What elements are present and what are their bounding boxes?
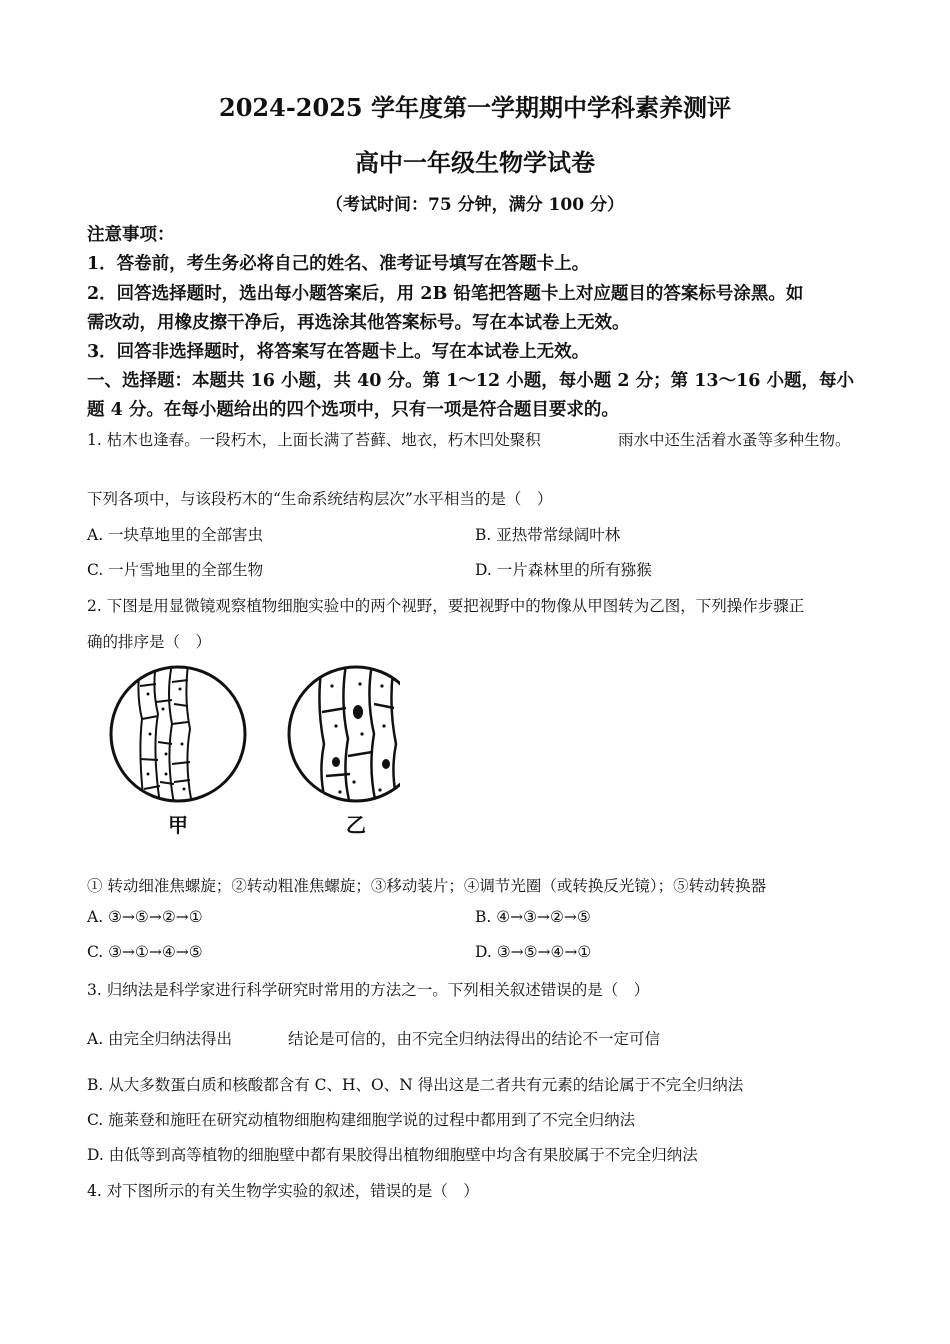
q1-stem-part-c: 下列各项中，与该段朽木的“生命系统结构层次”水平相当的是（ ） — [87, 490, 553, 508]
q2-option-c: C. ③→①→④→⑤ — [87, 943, 203, 961]
q1-option-a: A. 一块草地里的全部害虫 — [87, 526, 264, 544]
q1-option-b: B. 亚热带常绿阔叶林 — [475, 526, 621, 544]
q2-option-a: A. ③→⑤→②→① — [87, 908, 203, 926]
q3-option-a-part-2: 结论是可信的，由不完全归纳法得出的结论不一定可信 — [288, 1030, 661, 1048]
q1-stem-part-b: 雨水中还生活着水蚤等多种生物。 — [618, 431, 851, 449]
q3-option-a-part-1: A. 由完全归纳法得出 — [87, 1030, 233, 1048]
exam-subtitle: 高中一年级生物学试卷 — [355, 148, 595, 177]
figure-label-yi: 乙 — [346, 813, 366, 837]
q2-stem-line-2: 确的排序是（ ） — [87, 633, 212, 651]
note-3: 3．回答非选择题时，将答案写在答题卡上。写在本试卷上无效。 — [87, 342, 590, 362]
figure-label-jia: 甲 — [168, 813, 188, 837]
note-2-line-2: 需改动，用橡皮擦干净后，再选涂其他答案标号。写在本试卷上无效。 — [87, 313, 630, 333]
q2-steps: ① 转动细准焦螺旋；②转动粗准焦螺旋；③移动装片；④调节光圈（或转换反光镜）；⑤转动转换器 — [87, 877, 767, 895]
microscope-views-svg — [100, 664, 400, 844]
note-1: 1．答卷前，考生务必将自己的姓名、准考证号填写在答题卡上。 — [87, 254, 590, 274]
section-1-line-1: 一、选择题：本题共 16 小题，共 40 分。第 1～12 小题，每小题 2 分；第 13～16 小题，每小 — [87, 371, 855, 391]
field-of-view-jia — [111, 664, 245, 804]
note-2-line-1: 2．回答选择题时，选出每小题答案后，用 2B 铅笔把答题卡上对应题目的答案标号涂黑。如 — [87, 284, 804, 304]
q4-stem: 4. 对下图所示的有关生物学实验的叙述，错误的是（ ） — [87, 1182, 479, 1200]
q3-stem: 3. 归纳法是科学家进行科学研究时常用的方法之一。下列相关叙述错误的是（ ） — [87, 981, 650, 999]
q3-option-c: C. 施莱登和施旺在研究动植物细胞构建细胞学说的过程中都用到了不完全归纳法 — [87, 1111, 636, 1129]
section-1-line-2: 题 4 分。在每小题给出的四个选项中，只有一项是符合题目要求的。 — [87, 400, 619, 420]
q2-option-d: D. ③→⑤→④→① — [475, 943, 592, 961]
q1-option-d: D. 一片森林里的所有猕猴 — [475, 561, 652, 579]
q1-option-c: C. 一片雪地里的全部生物 — [87, 561, 264, 579]
notes-heading: 注意事项： — [87, 225, 175, 245]
q1-stem-part-a: 1. 枯木也逢春。一段朽木，上面长满了苔藓、地衣，朽木凹处聚积 — [87, 431, 541, 449]
q2-option-b: B. ④→③→②→⑤ — [475, 908, 591, 926]
exam-title: 2024-2025 学年度第一学期期中学科素养测评 — [219, 93, 731, 122]
q3-option-b: B. 从大多数蛋白质和核酸都含有 C、H、O、N 得出这是二者共有元素的结论属于不完全归纳法 — [87, 1076, 744, 1094]
q2-stem-line-1: 2. 下图是用显微镜观察植物细胞实验中的两个视野，要把视野中的物像从甲图转为乙图，下列操作步骤正 — [87, 597, 805, 615]
microscope-figure — [100, 664, 400, 844]
q3-option-d: D. 由低等到高等植物的细胞壁中都有果胶得出植物细胞壁中均含有果胶属于不完全归纳法 — [87, 1146, 698, 1164]
field-of-view-yi — [289, 664, 400, 804]
exam-info: （考试时间：75 分钟，满分 100 分） — [326, 195, 624, 215]
